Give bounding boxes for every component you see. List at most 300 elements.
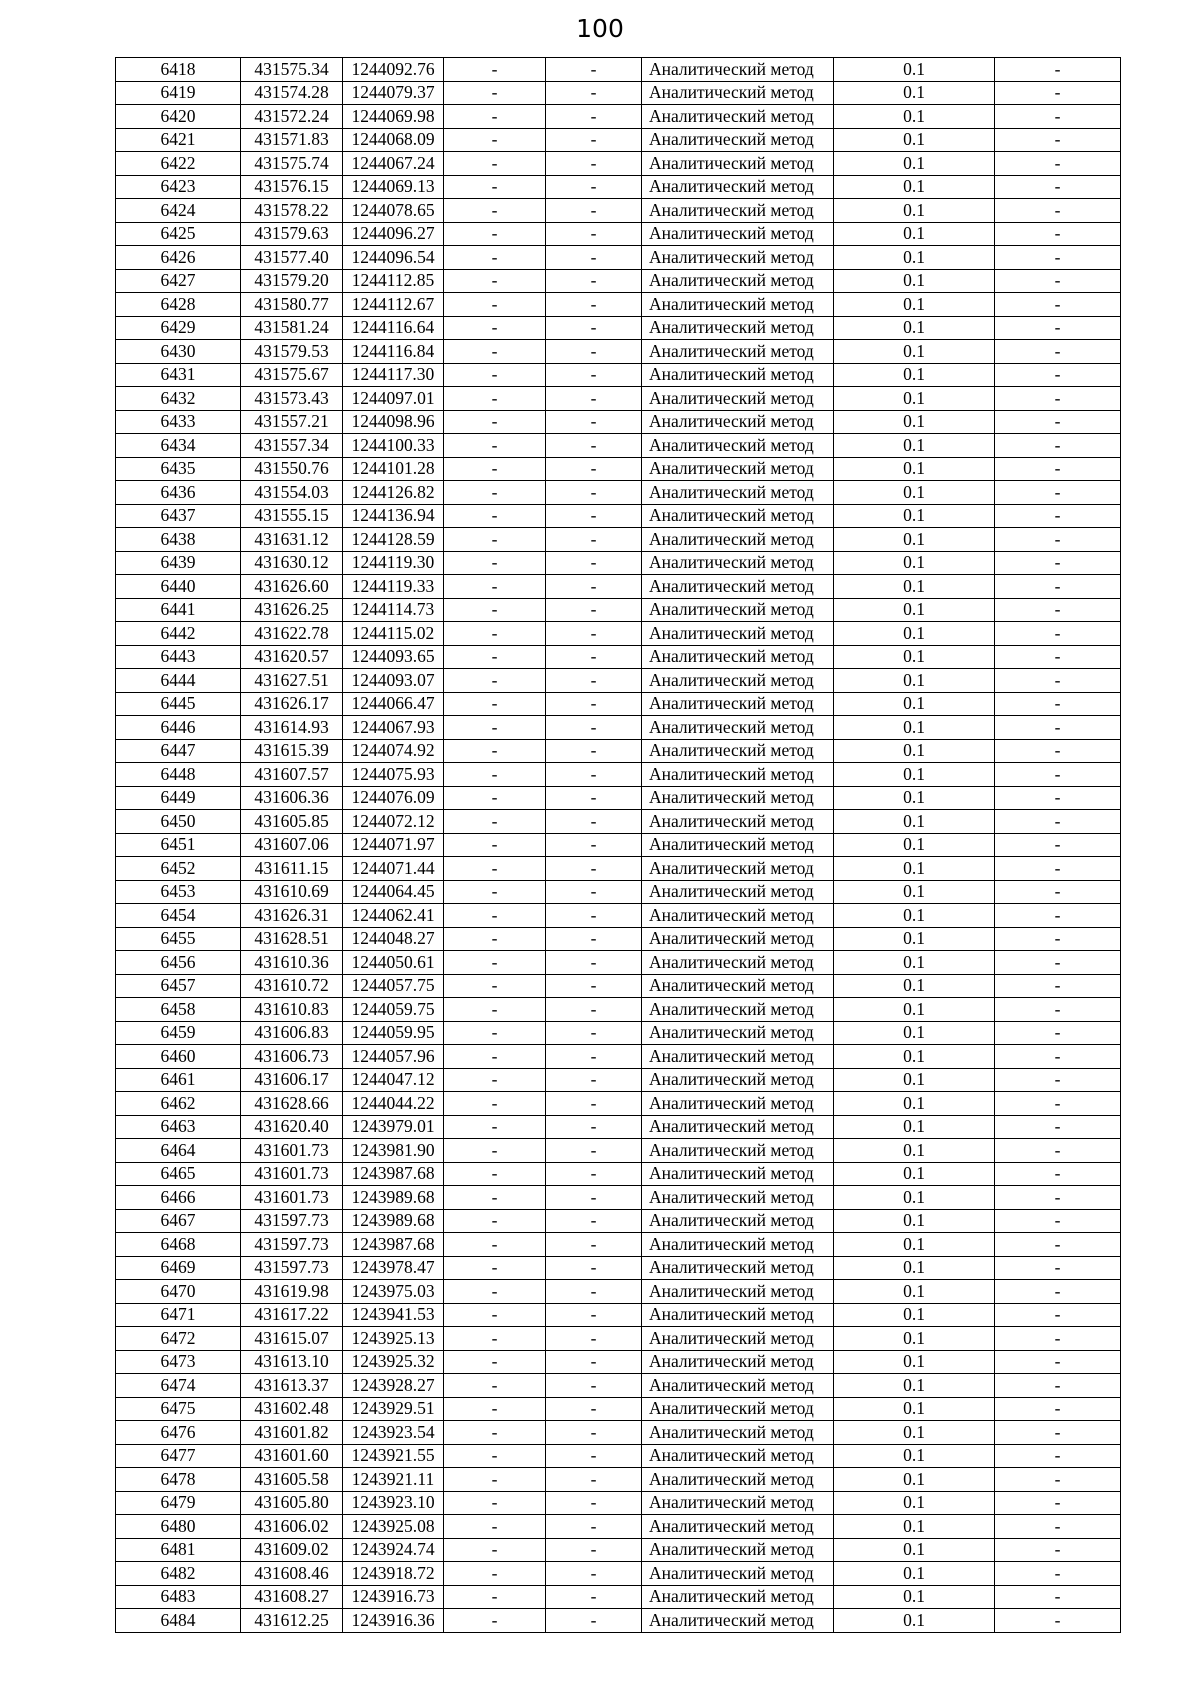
x-coordinate-cell: 431631.12 <box>241 528 343 552</box>
accuracy-cell: 0.1 <box>834 1609 995 1633</box>
col4-cell: - <box>444 1256 546 1280</box>
col5-cell: - <box>546 1327 642 1351</box>
x-coordinate-cell: 431571.83 <box>241 128 343 152</box>
accuracy-cell: 0.1 <box>834 1068 995 1092</box>
col4-cell: - <box>444 551 546 575</box>
x-coordinate-cell: 431574.28 <box>241 81 343 105</box>
x-coordinate-cell: 431614.93 <box>241 716 343 740</box>
method-cell: Аналитический метод <box>642 1444 834 1468</box>
col4-cell: - <box>444 481 546 505</box>
table-row <box>116 1585 1121 1609</box>
y-coordinate-cell: 1243923.10 <box>343 1491 444 1515</box>
method-cell: Аналитический метод <box>642 340 834 364</box>
point-number-cell: 6436 <box>116 481 241 505</box>
col8-cell: - <box>995 58 1121 82</box>
col8-cell: - <box>995 128 1121 152</box>
y-coordinate-cell: 1244079.37 <box>343 81 444 105</box>
col8-cell: - <box>995 363 1121 387</box>
x-coordinate-cell: 431627.51 <box>241 669 343 693</box>
point-number-cell: 6422 <box>116 152 241 176</box>
accuracy-cell: 0.1 <box>834 880 995 904</box>
accuracy-cell: 0.1 <box>834 81 995 105</box>
x-coordinate-cell: 431573.43 <box>241 387 343 411</box>
col8-cell: - <box>995 316 1121 340</box>
table-row <box>116 786 1121 810</box>
point-number-cell: 6467 <box>116 1209 241 1233</box>
table-row <box>116 434 1121 458</box>
x-coordinate-cell: 431617.22 <box>241 1303 343 1327</box>
y-coordinate-cell: 1244048.27 <box>343 927 444 951</box>
point-number-cell: 6474 <box>116 1374 241 1398</box>
accuracy-cell: 0.1 <box>834 998 995 1022</box>
table-row <box>116 528 1121 552</box>
col8-cell: - <box>995 998 1121 1022</box>
col5-cell: - <box>546 199 642 223</box>
col5-cell: - <box>546 1115 642 1139</box>
y-coordinate-cell: 1243925.13 <box>343 1327 444 1351</box>
col5-cell: - <box>546 1538 642 1562</box>
point-number-cell: 6472 <box>116 1327 241 1351</box>
point-number-cell: 6470 <box>116 1280 241 1304</box>
col8-cell: - <box>995 1468 1121 1492</box>
col5-cell: - <box>546 316 642 340</box>
x-coordinate-cell: 431626.17 <box>241 692 343 716</box>
col5-cell: - <box>546 81 642 105</box>
col4-cell: - <box>444 927 546 951</box>
table-row <box>116 1186 1121 1210</box>
col4-cell: - <box>444 692 546 716</box>
col4-cell: - <box>444 1397 546 1421</box>
col8-cell: - <box>995 1115 1121 1139</box>
col4-cell: - <box>444 1162 546 1186</box>
point-number-cell: 6469 <box>116 1256 241 1280</box>
y-coordinate-cell: 1244068.09 <box>343 128 444 152</box>
point-number-cell: 6456 <box>116 951 241 975</box>
y-coordinate-cell: 1244069.98 <box>343 105 444 129</box>
col5-cell: - <box>546 363 642 387</box>
table-row <box>116 645 1121 669</box>
col5-cell: - <box>546 1021 642 1045</box>
method-cell: Аналитический метод <box>642 880 834 904</box>
table-row <box>116 1068 1121 1092</box>
col4-cell: - <box>444 1092 546 1116</box>
point-number-cell: 6461 <box>116 1068 241 1092</box>
col8-cell: - <box>995 105 1121 129</box>
accuracy-cell: 0.1 <box>834 645 995 669</box>
method-cell: Аналитический метод <box>642 1350 834 1374</box>
accuracy-cell: 0.1 <box>834 199 995 223</box>
x-coordinate-cell: 431579.20 <box>241 269 343 293</box>
col5-cell: - <box>546 128 642 152</box>
col5-cell: - <box>546 598 642 622</box>
x-coordinate-cell: 431605.58 <box>241 1468 343 1492</box>
y-coordinate-cell: 1243989.68 <box>343 1186 444 1210</box>
accuracy-cell: 0.1 <box>834 763 995 787</box>
method-cell: Аналитический метод <box>642 222 834 246</box>
table-row <box>116 222 1121 246</box>
col8-cell: - <box>995 1327 1121 1351</box>
col4-cell: - <box>444 763 546 787</box>
method-cell: Аналитический метод <box>642 598 834 622</box>
col8-cell: - <box>995 175 1121 199</box>
col4-cell: - <box>444 246 546 270</box>
y-coordinate-cell: 1244116.84 <box>343 340 444 364</box>
method-cell: Аналитический метод <box>642 1209 834 1233</box>
col8-cell: - <box>995 1186 1121 1210</box>
accuracy-cell: 0.1 <box>834 692 995 716</box>
col5-cell: - <box>546 387 642 411</box>
method-cell: Аналитический метод <box>642 1021 834 1045</box>
accuracy-cell: 0.1 <box>834 1256 995 1280</box>
col5-cell: - <box>546 622 642 646</box>
point-number-cell: 6463 <box>116 1115 241 1139</box>
method-cell: Аналитический метод <box>642 645 834 669</box>
x-coordinate-cell: 431580.77 <box>241 293 343 317</box>
col4-cell: - <box>444 645 546 669</box>
y-coordinate-cell: 1244100.33 <box>343 434 444 458</box>
col5-cell: - <box>546 1585 642 1609</box>
col8-cell: - <box>995 81 1121 105</box>
table-row <box>116 1115 1121 1139</box>
col5-cell: - <box>546 152 642 176</box>
y-coordinate-cell: 1244116.64 <box>343 316 444 340</box>
y-coordinate-cell: 1244096.27 <box>343 222 444 246</box>
col4-cell: - <box>444 1327 546 1351</box>
point-number-cell: 6457 <box>116 974 241 998</box>
col4-cell: - <box>444 293 546 317</box>
point-number-cell: 6451 <box>116 833 241 857</box>
col5-cell: - <box>546 175 642 199</box>
y-coordinate-cell: 1243916.73 <box>343 1585 444 1609</box>
y-coordinate-cell: 1244117.30 <box>343 363 444 387</box>
method-cell: Аналитический метод <box>642 1045 834 1069</box>
col8-cell: - <box>995 1515 1121 1539</box>
point-number-cell: 6426 <box>116 246 241 270</box>
accuracy-cell: 0.1 <box>834 951 995 975</box>
col5-cell: - <box>546 1068 642 1092</box>
y-coordinate-cell: 1243921.11 <box>343 1468 444 1492</box>
col8-cell: - <box>995 1068 1121 1092</box>
accuracy-cell: 0.1 <box>834 293 995 317</box>
col8-cell: - <box>995 551 1121 575</box>
table-row <box>116 763 1121 787</box>
method-cell: Аналитический метод <box>642 457 834 481</box>
y-coordinate-cell: 1244072.12 <box>343 810 444 834</box>
method-cell: Аналитический метод <box>642 1538 834 1562</box>
point-number-cell: 6424 <box>116 199 241 223</box>
y-coordinate-cell: 1244112.67 <box>343 293 444 317</box>
col8-cell: - <box>995 1045 1121 1069</box>
accuracy-cell: 0.1 <box>834 528 995 552</box>
point-number-cell: 6480 <box>116 1515 241 1539</box>
col4-cell: - <box>444 1233 546 1257</box>
col8-cell: - <box>995 1209 1121 1233</box>
col4-cell: - <box>444 716 546 740</box>
method-cell: Аналитический метод <box>642 1468 834 1492</box>
method-cell: Аналитический метод <box>642 1374 834 1398</box>
y-coordinate-cell: 1244078.65 <box>343 199 444 223</box>
method-cell: Аналитический метод <box>642 1256 834 1280</box>
table-row <box>116 340 1121 364</box>
col5-cell: - <box>546 1609 642 1633</box>
col8-cell: - <box>995 1162 1121 1186</box>
col8-cell: - <box>995 1562 1121 1586</box>
table-body <box>116 58 1121 1633</box>
col5-cell: - <box>546 504 642 528</box>
y-coordinate-cell: 1243981.90 <box>343 1139 444 1163</box>
accuracy-cell: 0.1 <box>834 316 995 340</box>
point-number-cell: 6444 <box>116 669 241 693</box>
point-number-cell: 6420 <box>116 105 241 129</box>
point-number-cell: 6476 <box>116 1421 241 1445</box>
y-coordinate-cell: 1244115.02 <box>343 622 444 646</box>
accuracy-cell: 0.1 <box>834 1562 995 1586</box>
point-number-cell: 6468 <box>116 1233 241 1257</box>
table-row <box>116 716 1121 740</box>
point-number-cell: 6454 <box>116 904 241 928</box>
accuracy-cell: 0.1 <box>834 927 995 951</box>
point-number-cell: 6471 <box>116 1303 241 1327</box>
col5-cell: - <box>546 857 642 881</box>
col8-cell: - <box>995 1021 1121 1045</box>
col8-cell: - <box>995 1233 1121 1257</box>
col8-cell: - <box>995 692 1121 716</box>
method-cell: Аналитический метод <box>642 363 834 387</box>
y-coordinate-cell: 1244097.01 <box>343 387 444 411</box>
method-cell: Аналитический метод <box>642 1609 834 1633</box>
col4-cell: - <box>444 598 546 622</box>
method-cell: Аналитический метод <box>642 128 834 152</box>
col5-cell: - <box>546 645 642 669</box>
x-coordinate-cell: 431602.48 <box>241 1397 343 1421</box>
method-cell: Аналитический метод <box>642 998 834 1022</box>
col4-cell: - <box>444 857 546 881</box>
y-coordinate-cell: 1243989.68 <box>343 1209 444 1233</box>
point-number-cell: 6440 <box>116 575 241 599</box>
x-coordinate-cell: 431610.83 <box>241 998 343 1022</box>
accuracy-cell: 0.1 <box>834 1585 995 1609</box>
x-coordinate-cell: 431622.78 <box>241 622 343 646</box>
method-cell: Аналитический метод <box>642 622 834 646</box>
x-coordinate-cell: 431577.40 <box>241 246 343 270</box>
table-row <box>116 1045 1121 1069</box>
col4-cell: - <box>444 1609 546 1633</box>
table-row <box>116 622 1121 646</box>
method-cell: Аналитический метод <box>642 199 834 223</box>
x-coordinate-cell: 431581.24 <box>241 316 343 340</box>
y-coordinate-cell: 1244057.75 <box>343 974 444 998</box>
y-coordinate-cell: 1243925.32 <box>343 1350 444 1374</box>
method-cell: Аналитический метод <box>642 1421 834 1445</box>
col8-cell: - <box>995 575 1121 599</box>
col5-cell: - <box>546 1444 642 1468</box>
col4-cell: - <box>444 1280 546 1304</box>
method-cell: Аналитический метод <box>642 1585 834 1609</box>
x-coordinate-cell: 431610.36 <box>241 951 343 975</box>
col5-cell: - <box>546 692 642 716</box>
method-cell: Аналитический метод <box>642 763 834 787</box>
accuracy-cell: 0.1 <box>834 1327 995 1351</box>
table-row <box>116 175 1121 199</box>
table-row <box>116 128 1121 152</box>
table-row <box>116 857 1121 881</box>
col8-cell: - <box>995 974 1121 998</box>
x-coordinate-cell: 431557.34 <box>241 434 343 458</box>
table-row <box>116 387 1121 411</box>
col8-cell: - <box>995 222 1121 246</box>
table-row <box>116 504 1121 528</box>
method-cell: Аналитический метод <box>642 833 834 857</box>
col8-cell: - <box>995 880 1121 904</box>
method-cell: Аналитический метод <box>642 1092 834 1116</box>
method-cell: Аналитический метод <box>642 293 834 317</box>
x-coordinate-cell: 431601.73 <box>241 1186 343 1210</box>
table-row <box>116 692 1121 716</box>
col8-cell: - <box>995 504 1121 528</box>
col8-cell: - <box>995 528 1121 552</box>
accuracy-cell: 0.1 <box>834 434 995 458</box>
point-number-cell: 6445 <box>116 692 241 716</box>
col8-cell: - <box>995 786 1121 810</box>
x-coordinate-cell: 431601.73 <box>241 1162 343 1186</box>
method-cell: Аналитический метод <box>642 81 834 105</box>
method-cell: Аналитический метод <box>642 481 834 505</box>
method-cell: Аналитический метод <box>642 739 834 763</box>
accuracy-cell: 0.1 <box>834 340 995 364</box>
col5-cell: - <box>546 410 642 434</box>
col4-cell: - <box>444 1468 546 1492</box>
col8-cell: - <box>995 434 1121 458</box>
x-coordinate-cell: 431575.74 <box>241 152 343 176</box>
page-number: 100 <box>576 14 624 43</box>
col5-cell: - <box>546 1256 642 1280</box>
table-row <box>116 951 1121 975</box>
y-coordinate-cell: 1244126.82 <box>343 481 444 505</box>
col4-cell: - <box>444 222 546 246</box>
x-coordinate-cell: 431554.03 <box>241 481 343 505</box>
point-number-cell: 6479 <box>116 1491 241 1515</box>
table-row <box>116 246 1121 270</box>
col4-cell: - <box>444 504 546 528</box>
accuracy-cell: 0.1 <box>834 410 995 434</box>
col8-cell: - <box>995 1350 1121 1374</box>
x-coordinate-cell: 431615.07 <box>241 1327 343 1351</box>
col4-cell: - <box>444 105 546 129</box>
col8-cell: - <box>995 669 1121 693</box>
x-coordinate-cell: 431575.67 <box>241 363 343 387</box>
point-number-cell: 6441 <box>116 598 241 622</box>
table-row <box>116 974 1121 998</box>
col8-cell: - <box>995 246 1121 270</box>
point-number-cell: 6434 <box>116 434 241 458</box>
col8-cell: - <box>995 1280 1121 1304</box>
y-coordinate-cell: 1244128.59 <box>343 528 444 552</box>
accuracy-cell: 0.1 <box>834 504 995 528</box>
col4-cell: - <box>444 786 546 810</box>
col5-cell: - <box>546 1468 642 1492</box>
point-number-cell: 6484 <box>116 1609 241 1633</box>
point-number-cell: 6459 <box>116 1021 241 1045</box>
y-coordinate-cell: 1243987.68 <box>343 1162 444 1186</box>
col8-cell: - <box>995 810 1121 834</box>
y-coordinate-cell: 1244093.65 <box>343 645 444 669</box>
accuracy-cell: 0.1 <box>834 669 995 693</box>
col5-cell: - <box>546 293 642 317</box>
point-number-cell: 6466 <box>116 1186 241 1210</box>
col4-cell: - <box>444 1350 546 1374</box>
method-cell: Аналитический метод <box>642 904 834 928</box>
col4-cell: - <box>444 1444 546 1468</box>
method-cell: Аналитический метод <box>642 387 834 411</box>
x-coordinate-cell: 431597.73 <box>241 1256 343 1280</box>
accuracy-cell: 0.1 <box>834 1209 995 1233</box>
col5-cell: - <box>546 1186 642 1210</box>
table-row <box>116 1021 1121 1045</box>
col4-cell: - <box>444 904 546 928</box>
y-coordinate-cell: 1244114.73 <box>343 598 444 622</box>
point-number-cell: 6452 <box>116 857 241 881</box>
method-cell: Аналитический метод <box>642 857 834 881</box>
accuracy-cell: 0.1 <box>834 1421 995 1445</box>
col8-cell: - <box>995 1397 1121 1421</box>
x-coordinate-cell: 431609.02 <box>241 1538 343 1562</box>
col4-cell: - <box>444 1068 546 1092</box>
table-row <box>116 1350 1121 1374</box>
accuracy-cell: 0.1 <box>834 58 995 82</box>
point-number-cell: 6473 <box>116 1350 241 1374</box>
table-row <box>116 1233 1121 1257</box>
accuracy-cell: 0.1 <box>834 105 995 129</box>
col5-cell: - <box>546 1139 642 1163</box>
x-coordinate-cell: 431630.12 <box>241 551 343 575</box>
y-coordinate-cell: 1244119.33 <box>343 575 444 599</box>
method-cell: Аналитический метод <box>642 1280 834 1304</box>
x-coordinate-cell: 431612.25 <box>241 1609 343 1633</box>
col4-cell: - <box>444 128 546 152</box>
y-coordinate-cell: 1243923.54 <box>343 1421 444 1445</box>
col5-cell: - <box>546 528 642 552</box>
point-number-cell: 6443 <box>116 645 241 669</box>
x-coordinate-cell: 431615.39 <box>241 739 343 763</box>
col8-cell: - <box>995 410 1121 434</box>
col5-cell: - <box>546 1045 642 1069</box>
col5-cell: - <box>546 974 642 998</box>
accuracy-cell: 0.1 <box>834 1139 995 1163</box>
y-coordinate-cell: 1243924.74 <box>343 1538 444 1562</box>
col8-cell: - <box>995 1421 1121 1445</box>
coordinates-table <box>115 57 1121 1633</box>
col8-cell: - <box>995 1609 1121 1633</box>
col4-cell: - <box>444 340 546 364</box>
accuracy-cell: 0.1 <box>834 857 995 881</box>
table-row <box>116 904 1121 928</box>
col8-cell: - <box>995 1139 1121 1163</box>
table-row <box>116 1327 1121 1351</box>
method-cell: Аналитический метод <box>642 1397 834 1421</box>
method-cell: Аналитический метод <box>642 1491 834 1515</box>
point-number-cell: 6430 <box>116 340 241 364</box>
x-coordinate-cell: 431601.82 <box>241 1421 343 1445</box>
table-row <box>116 199 1121 223</box>
point-number-cell: 6418 <box>116 58 241 82</box>
table-row <box>116 1468 1121 1492</box>
point-number-cell: 6483 <box>116 1585 241 1609</box>
x-coordinate-cell: 431555.15 <box>241 504 343 528</box>
col8-cell: - <box>995 739 1121 763</box>
method-cell: Аналитический метод <box>642 810 834 834</box>
point-number-cell: 6453 <box>116 880 241 904</box>
accuracy-cell: 0.1 <box>834 1115 995 1139</box>
